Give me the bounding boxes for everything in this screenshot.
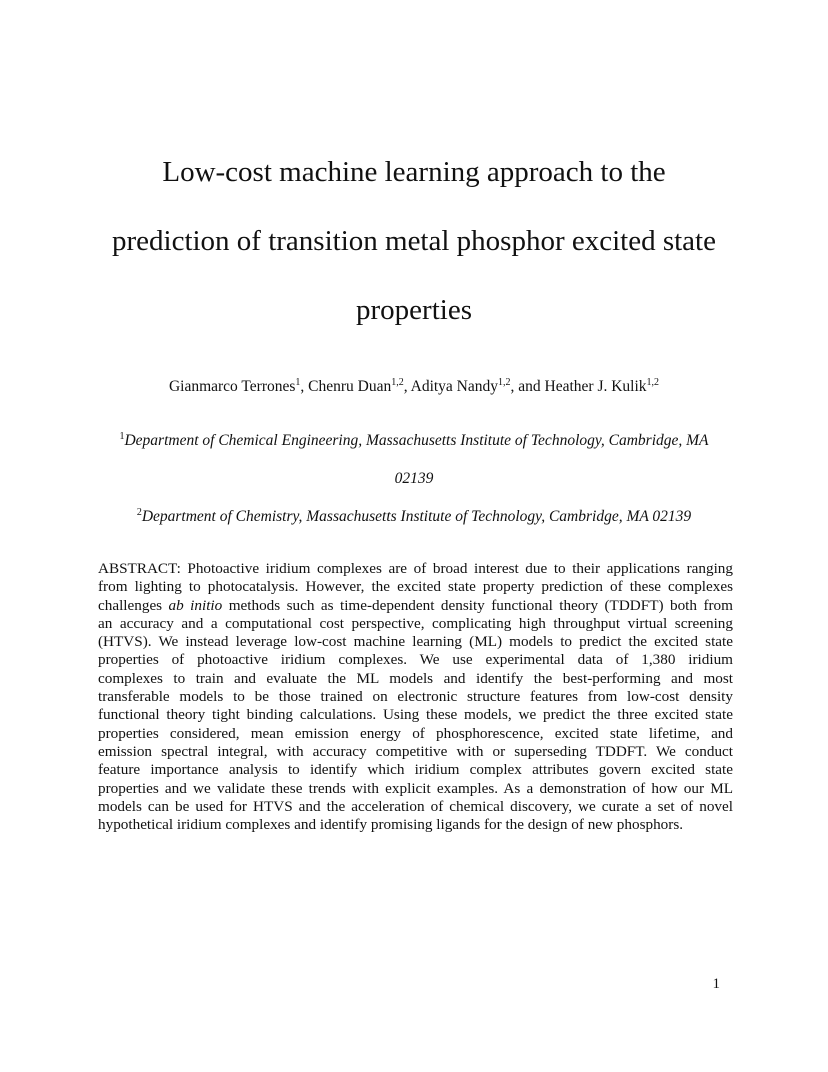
abstract-line: transferable models to be those trained on electronic structure features from low-cost density bbox=[98, 688, 733, 706]
abstract-text: methods such as time-dependent density functional theory (TDDFT) both from bbox=[222, 596, 733, 614]
abstract bbox=[98, 560, 733, 834]
page-number: 1 bbox=[712, 976, 720, 992]
author-name: Gianmarco Terrones bbox=[168, 378, 296, 395]
abstract-italic-term: ab initio bbox=[168, 596, 223, 614]
author-name: Chenru Duan bbox=[308, 378, 392, 395]
abstract-line: from lighting to photocatalysis. However, the excited state property prediction of these complexes bbox=[98, 578, 733, 596]
affiliation-2 bbox=[40, 506, 788, 528]
author-name: Aditya Nandy bbox=[410, 378, 499, 395]
abstract-line: properties and we validate these trends with explicit examples. As a demonstration of how our ML bbox=[98, 779, 733, 797]
abstract-line: ABSTRACT: Photoactive iridium complexes are of broad interest due to their applications ranging bbox=[98, 560, 733, 577]
abstract-line: hypothetical iridium complexes and identify promising ligands for the design of new phosphors. bbox=[98, 816, 684, 834]
author-affiliation-mark: 1 bbox=[295, 377, 301, 388]
author-list bbox=[40, 376, 788, 398]
title-line: prediction of transition metal phosphor excited state bbox=[111, 225, 716, 257]
abstract-line: emission spectral integral, with accuracy competitive with or superseding TDDFT. We conduct bbox=[98, 742, 733, 760]
author-separator: , and bbox=[510, 378, 545, 395]
author-affiliation-mark: 1,2 bbox=[391, 377, 404, 388]
abstract-text: challenges bbox=[98, 596, 169, 614]
affiliation-1 bbox=[40, 430, 788, 452]
abstract-line: functional theory tight binding calculations. Using these models, we predict the three excited state bbox=[98, 706, 733, 724]
affiliation-text: Department of Chemistry, Massachusetts Institute of Technology, Cambridge, MA 02139 bbox=[141, 508, 692, 525]
author-affiliation-mark: 1,2 bbox=[646, 377, 660, 388]
affiliation-mark: 2 bbox=[136, 507, 142, 518]
affiliation-text: Department of Chemical Engineering, Massachusetts Institute of Technology, Cambridge, MA bbox=[124, 432, 709, 449]
abstract-line bbox=[98, 597, 733, 615]
author-affiliation-mark: 1,2 bbox=[498, 377, 511, 388]
affiliation-mark: 1 bbox=[119, 431, 125, 442]
abstract-line: (HTVS). We instead leverage low-cost machine learning (ML) models to predict the excited state bbox=[98, 633, 733, 651]
abstract-line: models can be used for HTVS and the acceleration of chemical discovery, we curate a set of novel bbox=[98, 797, 733, 815]
title-line: properties bbox=[356, 294, 472, 326]
abstract-line: properties of photoactive iridium complexes. We use experimental data of 1,380 iridium bbox=[98, 651, 733, 669]
abstract-line: feature importance analysis to identify which iridium complex attributes govern excited state bbox=[98, 761, 733, 779]
author-separator: , bbox=[403, 378, 411, 395]
author-name: Heather J. Kulik bbox=[544, 378, 647, 395]
abstract-line: complexes to train and evaluate the ML models and identify the best-performing and most bbox=[98, 669, 733, 687]
author-separator: , bbox=[300, 378, 309, 395]
abstract-line: an accuracy and a computational cost perspective, complicating high throughput virtual screening bbox=[98, 614, 733, 632]
abstract-line: properties considered, mean emission energy of phosphorescence, excited state lifetime, and bbox=[98, 724, 733, 742]
affiliation-1-zip: 02139 bbox=[394, 470, 434, 487]
title-line: Low-cost machine learning approach to the bbox=[162, 156, 666, 188]
paper-title bbox=[60, 138, 768, 345]
